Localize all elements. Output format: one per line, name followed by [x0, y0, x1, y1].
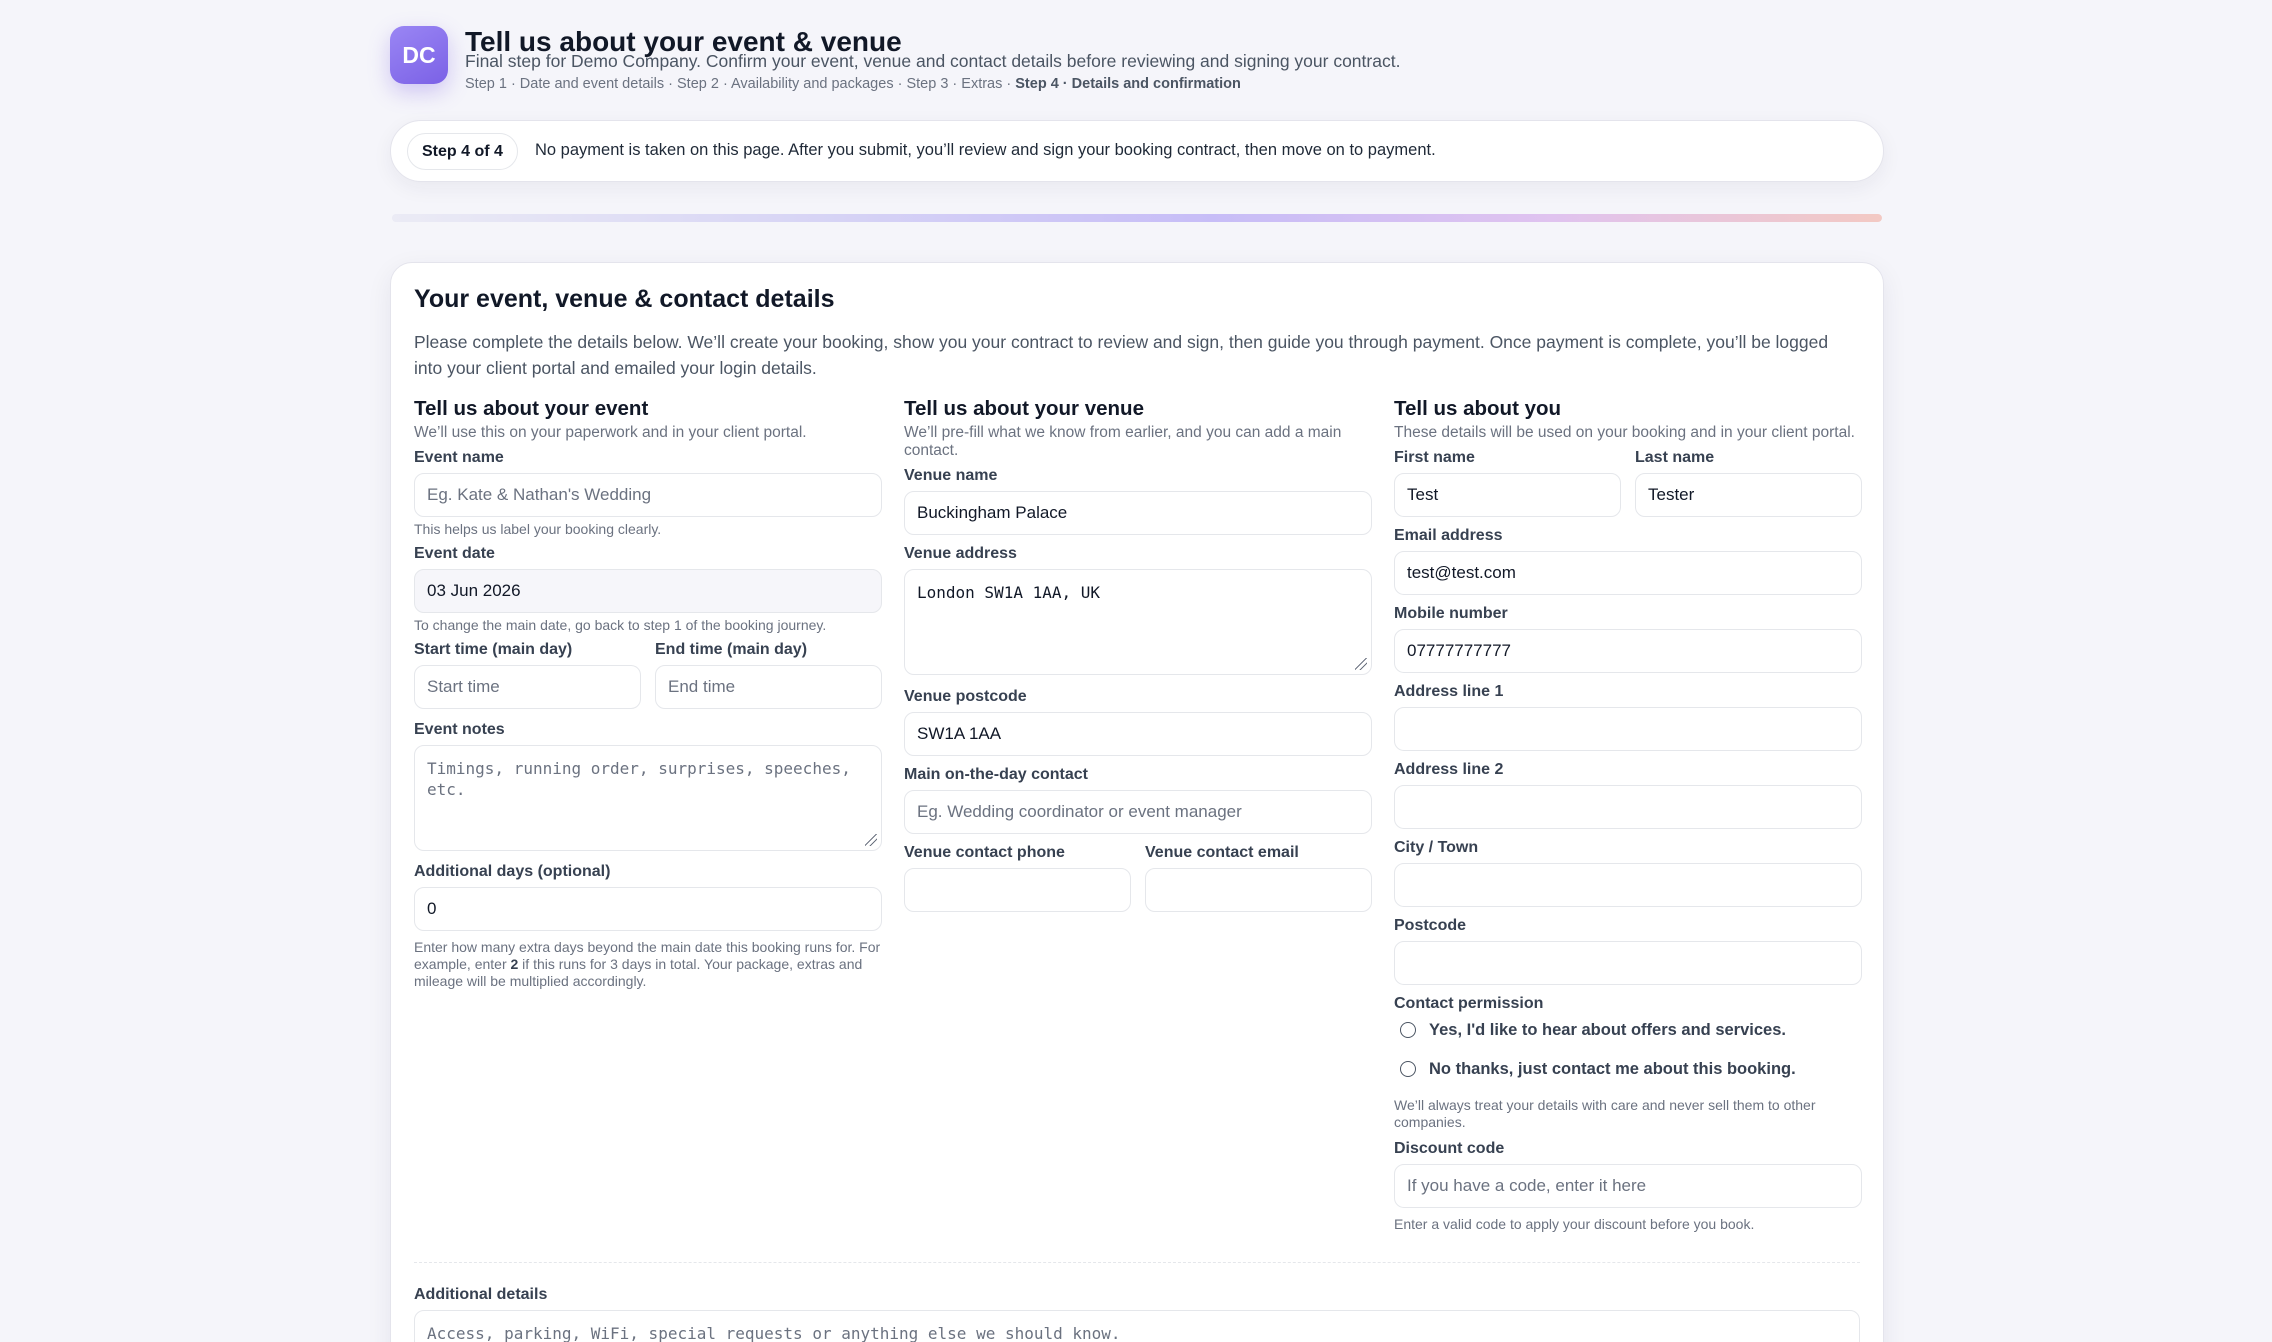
address-line-2-input[interactable] — [1394, 785, 1862, 829]
venue-phone-input[interactable] — [904, 868, 1131, 912]
additional-details-label: Additional details — [414, 1286, 548, 1303]
venue-postcode-input[interactable] — [904, 712, 1372, 756]
additional-details-textarea[interactable] — [414, 1310, 1860, 1342]
permission-no-option[interactable] — [1394, 1058, 1862, 1080]
first-name-input[interactable] — [1394, 473, 1621, 517]
venue-contact-row — [904, 837, 1372, 912]
discount-code-label: Discount code — [1394, 1140, 1505, 1157]
end-time-input[interactable] — [655, 665, 882, 709]
page-subtitle: Final step for Demo Company. Confirm your event, venue and contact details before reviewing and signing your contract. — [465, 51, 1401, 71]
end-time-label: End time (main day) — [655, 641, 808, 658]
postcode-label: Postcode — [1394, 917, 1467, 934]
venue-section-subtitle: We’ll pre-fill what we know from earlier, and you can add a main contact. — [904, 424, 1342, 459]
resize-handle-icon[interactable] — [1355, 658, 1367, 670]
event-notes-label: Event notes — [414, 721, 505, 738]
additional-days-input[interactable] — [414, 887, 882, 931]
venue-name-label: Venue name — [904, 467, 998, 484]
section-divider — [414, 1262, 1860, 1263]
address-line-2-label: Address line 2 — [1394, 761, 1504, 778]
event-name-input[interactable] — [414, 473, 882, 517]
event-name-label: Event name — [414, 449, 504, 466]
event-section-subtitle: We’ll use this on your paperwork and in your client portal. — [414, 424, 807, 441]
step-2-label: Step 2 · Availability and packages — [677, 76, 894, 92]
progress-bar-fill — [392, 214, 1882, 222]
first-name-label: First name — [1394, 449, 1475, 466]
city-input[interactable] — [1394, 863, 1862, 907]
event-section-title: Tell us about your event — [414, 397, 649, 420]
mobile-input[interactable] — [1394, 629, 1862, 673]
resize-handle-icon[interactable] — [865, 834, 877, 846]
contact-section — [1394, 397, 1862, 1233]
email-input[interactable] — [1394, 551, 1862, 595]
city-label: City / Town — [1394, 839, 1479, 856]
address-line-1-input[interactable] — [1394, 707, 1862, 751]
progress-bar — [392, 214, 1882, 222]
event-date-field — [414, 569, 882, 613]
payment-notice — [390, 120, 1884, 182]
permission-yes-option[interactable] — [1394, 1019, 1862, 1041]
additional-days-label: Additional days (optional) — [414, 863, 611, 880]
venue-address-wrapper — [904, 569, 1372, 675]
email-label: Email address — [1394, 527, 1503, 544]
venue-section — [904, 397, 1372, 912]
step-3-label: Step 3 · Extras — [906, 76, 1003, 92]
venue-name-input[interactable] — [904, 491, 1372, 535]
contact-section-subtitle: These details will be used on your booking and in your client portal. — [1394, 424, 1855, 441]
page-header — [390, 26, 1884, 98]
permission-yes-label[interactable]: Yes, I'd like to hear about offers and services. — [1429, 1020, 1786, 1039]
mobile-label: Mobile number — [1394, 605, 1508, 622]
event-section — [414, 397, 882, 990]
event-notes-wrapper — [414, 745, 882, 851]
event-notes-textarea[interactable] — [414, 745, 882, 851]
venue-contact-label: Main on-the-day contact — [904, 766, 1089, 783]
venue-email-label: Venue contact email — [1145, 844, 1299, 861]
additional-details-section — [414, 1279, 1860, 1342]
venue-postcode-label: Venue postcode — [904, 688, 1027, 705]
venue-section-title: Tell us about your venue — [904, 397, 1144, 420]
postcode-input[interactable] — [1394, 941, 1862, 985]
payment-notice-text: No payment is taken on this page. After you submit, you’ll review and sign your booking contract, then move on to payment. — [535, 141, 1436, 159]
start-time-input[interactable] — [414, 665, 641, 709]
card-intro: Please complete the details below. We’ll create your booking, show you your contract to review and sign, then guide you through payment. Once payment is complete, you’ll be logged into your client portal and emailed your login details. — [414, 332, 1829, 378]
last-name-label: Last name — [1635, 449, 1715, 466]
step-breadcrumb: Step 1 · Date and event details · Step 2 · Availability and packages · Step 3 · Extras · Step 4 · Details and confirmation — [465, 76, 1241, 92]
permission-hint: We’ll always treat your details with care and never sell them to other companies. — [1394, 1097, 1816, 1130]
discount-code-hint: Enter a valid code to apply your discount before you book. — [1394, 1216, 1755, 1232]
permission-no-radio[interactable] — [1400, 1061, 1416, 1077]
venue-address-label: Venue address — [904, 545, 1017, 562]
address-line-1-label: Address line 1 — [1394, 683, 1504, 700]
permission-yes-radio[interactable] — [1400, 1022, 1416, 1038]
permission-no-label[interactable]: No thanks, just contact me about this booking. — [1429, 1059, 1796, 1078]
last-name-input[interactable] — [1635, 473, 1862, 517]
event-date-hint: To change the main date, go back to step 1 of the booking journey. — [414, 617, 827, 633]
venue-phone-label: Venue contact phone — [904, 844, 1065, 861]
card-title: Your event, venue & contact details — [414, 285, 835, 313]
contact-permission-label: Contact permission — [1394, 995, 1544, 1012]
event-time-row — [414, 634, 882, 709]
contact-section-title: Tell us about you — [1394, 397, 1562, 420]
additional-days-hint: Enter how many extra days beyond the main date this booking runs for. For example, enter 2 if this runs for 3 days in total. Your package, extras and mileage will be multiplied accordingly. — [414, 939, 881, 989]
company-logo: DC — [390, 26, 448, 84]
event-date-label: Event date — [414, 545, 495, 562]
step-1-label: Step 1 · Date and event details — [465, 76, 665, 92]
venue-email-input[interactable] — [1145, 868, 1372, 912]
step-4-label-current: Step 4 · Details and confirmation — [1015, 76, 1241, 92]
name-row — [1394, 442, 1862, 517]
page-title: Tell us about your event & venue — [465, 26, 902, 57]
venue-address-textarea[interactable] — [904, 569, 1372, 675]
details-card — [390, 262, 1884, 1342]
event-name-hint: This helps us label your booking clearly. — [414, 521, 662, 537]
discount-code-input[interactable] — [1394, 1164, 1862, 1208]
step-counter-badge: Step 4 of 4 — [407, 133, 518, 170]
start-time-label: Start time (main day) — [414, 641, 573, 658]
venue-contact-input[interactable] — [904, 790, 1372, 834]
